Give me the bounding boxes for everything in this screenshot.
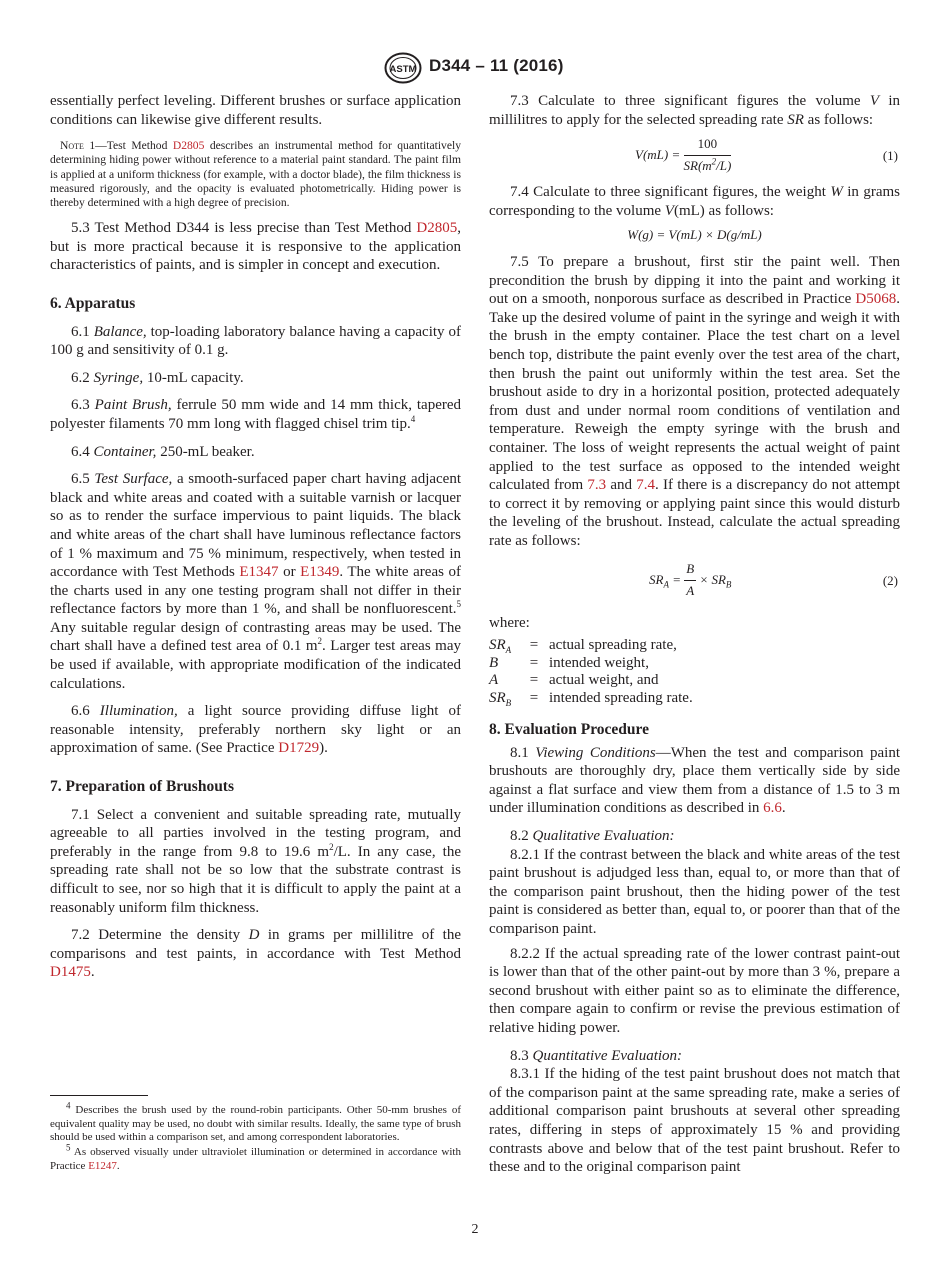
footnotes — [50, 1100, 461, 1175]
equation-weight: W(g) = V(mL) × D(g/mL) — [627, 227, 762, 243]
paragraph-8-1: 8.1 Viewing Conditions—When the test and comparison paint brushouts are thoroughly dry, place them vertically side by side against a flat surface and view them from a distance of 1.5 to 3 m under illumination conditions as described in 6.6. — [489, 744, 901, 817]
footnote-divider — [50, 1095, 148, 1096]
footnote-5: $^5$ As observed visually under ultraviolet illumination or determined in accordance with Practice E1247. — [50, 1142, 461, 1172]
link-section-7-4[interactable]: 7.4 — [636, 477, 656, 494]
link-d5068[interactable]: D5068 — [855, 291, 897, 308]
page-number: 2 — [471, 1222, 479, 1237]
link-e1349[interactable]: E1349 — [300, 564, 340, 581]
paragraph-6-6: 6.6 Illumination, a light source providing diffuse light of reasonable intensity, preferably northern sky light or an approximation of same. (See Practice D1729). — [50, 703, 461, 757]
footnote-ref-5: 5 — [456, 599, 461, 610]
where-item: $SR_B$ = intended spreading rate. — [489, 689, 693, 708]
paragraph-7-4: 7.4 Calculate to three significant figures, the weight W in grams corresponding to the volume V(mL) as follows: — [489, 184, 901, 219]
page-header — [0, 50, 950, 86]
section-heading-apparatus: 6. Apparatus — [50, 294, 136, 312]
section-heading-evaluation: 8. Evaluation Procedure — [489, 721, 650, 739]
paragraph-7-3: 7.3 Calculate to three significant figures the volume V in millilitres to apply for the selected spreading rate SR as follows: — [489, 93, 900, 128]
paragraph-7-1: 7.1 Select a convenient and suitable spreading rate, mutually agreeable to all parties involved in the testing program, and preferably in the range from 9.8 to 19.6 $m^2/L$. In any case, the spreading rate shall not be so low that the substrate contrast is difficult to see, nor so high that it is difficult to apply the paint at a reasonably uniform film thickness. — [50, 806, 461, 916]
paragraph-8-2-2: 8.2.2 If the actual spreading rate of the lower contrast paint-out is lower than that of the other paint-out by more than 3 %, prepare a second brushout with either paint so as to eliminate the difference, then compare again to confirm or revise the previous estimation of relative hiding power. — [489, 945, 900, 1036]
paragraph-8-2: 8.2 Qualitative Evaluation: — [510, 828, 675, 845]
equation-2: $SR_A$ = $\frac{B}{A}$ × $SR_B$ (2) — [649, 561, 898, 599]
note-1: Note 1—Test Method D2805 describes an instrumental method for quantitatively determining hiding power without reference to a material paint standard. The paint film is applied at a uniform thickness (for example, with a doctor blade), the film thickness is measured rigorously, and the opacity is evaluated photometrically. Hiding power is thereby determined with a high degree of precision. — [50, 139, 462, 209]
paragraph-8-3: 8.3 Quantitative Evaluation: — [510, 1047, 683, 1064]
paragraph-6-1: 6.1 Balance, top-loading laboratory balance having a capacity of 100 g and sensitivity of 0.1 g. — [50, 323, 462, 359]
link-section-6-6[interactable]: 6.6 — [763, 800, 782, 817]
where-item: A = actual weight, and — [489, 672, 659, 689]
link-e1347[interactable]: E1347 — [239, 564, 279, 581]
equation-number: (1) — [882, 148, 898, 164]
paragraph-6-4: 6.4 Container, 250-mL beaker. — [71, 443, 255, 460]
left-column — [50, 92, 461, 991]
equation-1: V(mL) = $\frac{100}{SR(m^2/L)}$ (1) — [635, 136, 898, 173]
paragraph-8-3-1: 8.3.1 If the hiding of the test paint brushout does not match that of the comparison paint at the same spreading rate, make a series of additional comparison paint brushouts at several other spreading rates, differing in steps of approximately 15 % and providing contrasts above and below that of the test paint brushout. Refer to these and to the original comparison paint — [489, 1066, 900, 1176]
link-d2805[interactable]: D2805 — [172, 139, 205, 153]
where-label: where: — [489, 615, 530, 632]
footnote-ref-4: 4 — [410, 413, 416, 424]
where-item: $SR_A$ = actual spreading rate, — [489, 637, 677, 656]
logo-text: ASTM — [389, 64, 417, 75]
link-section-7-3[interactable]: 7.3 — [587, 477, 607, 494]
note-label: Note 1 — [60, 139, 96, 153]
link-e1247[interactable]: E1247 — [88, 1159, 117, 1172]
where-item: B = intended weight, — [489, 654, 649, 671]
paragraph-continuation: essentially perfect leveling. Different brushes or surface application conditions can likewise give different results. — [50, 93, 461, 128]
paragraph-8-2-1: 8.2.1 If the contrast between the black and white areas of the test paint brushout is adjudged less than, equal to, or more than that of the comparison paint brushout, then the hiding power of the test paint is considered as better than, equal to, or poorer than that of the comparison paint. — [489, 846, 900, 937]
right-column — [489, 92, 900, 1186]
section-heading-preparation: 7. Preparation of Brushouts — [50, 778, 235, 796]
paragraph-6-2: 6.2 Syringe, 10-mL capacity. — [71, 369, 244, 386]
paragraph-5-3: 5.3 Test Method D344 is less precise than Test Method D2805, but is more practical because it is responsive to the application characteristics of paints, and is simpler in concept and execution. — [50, 220, 461, 274]
astm-logo-icon — [384, 52, 422, 84]
where-list — [489, 614, 900, 707]
link-d2805[interactable]: D2805 — [416, 220, 458, 237]
link-d1729[interactable]: D1729 — [278, 740, 320, 757]
paragraph-7-5: 7.5 To prepare a brushout, first stir the paint well. Then precondition the brush by dipping it into the paint and working it out on a smooth, nonporous surface as described in Practice D5068. Take up the desired volume of paint in the syringe and weigh it with the brush in the empty container. Place the test chart on a level bench top, distribute the paint evenly over the test area of the chart, then brush the paint out uniformly within the test area. Set the brushout aside to dry in a horizontal position, protected adequately from dust and under normal room conditions of ventilation and temperature. Reweigh the empty syringe with the brush and container. The loss of weight represents the actual weight of paint applied to the test surface as opposed to the intended weight calculated from 7.3 and 7.4. If there is a discrepancy do not attempt to correct it by removing or applying paint since this would disturb the leveling of the brushout. Instead, calculate the actual spreading rate as follows: — [489, 253, 900, 549]
document-designation: D344 – 11 (2016) — [429, 56, 564, 75]
paragraph-7-2: 7.2 Determine the density D in grams per millilitre of the comparisons and test paints, in accordance with Test Method D1475. — [50, 927, 461, 981]
paragraph-6-3: 6.3 Paint Brush, ferrule 50 mm wide and 14 mm thick, tapered polyester filaments 70 mm long with flagged chisel trim tip.$^4$ — [50, 397, 462, 432]
link-d1475[interactable]: D1475 — [50, 964, 91, 981]
paragraph-6-5: 6.5 Test Surface, a smooth-surfaced paper chart having adjacent black and white areas and coated with a suitable varnish or lacquer so as to render the surface impervious to paint liquids. The black and white areas of the chart shall have luminous reflectance factors of 1 % maximum and 75 % minimum, respectively, when tested in accordance with Test Methods E1347 or E1349. The white areas of the charts used in any one testing program shall not differ in their reflectance factors by more than 1 %, and shall be nonfluorescent.$^5$ Any suitable regular design of contrasting areas may be used. The chart shall have a defined test area of 0.1 $m^2$. Larger test areas may be used if available, with appropriate modification of the indicated calculations. — [50, 471, 461, 692]
equation-number: (2) — [882, 573, 898, 589]
footnote-4: $^4$ Describes the brush used by the round-robin participants. Other 50-mm brushes of equivalent quality may be used, no doubt with similar results. Ideally, the same type of brush should be used within a comparison set, and among correspondent laboratories. — [50, 1100, 461, 1144]
